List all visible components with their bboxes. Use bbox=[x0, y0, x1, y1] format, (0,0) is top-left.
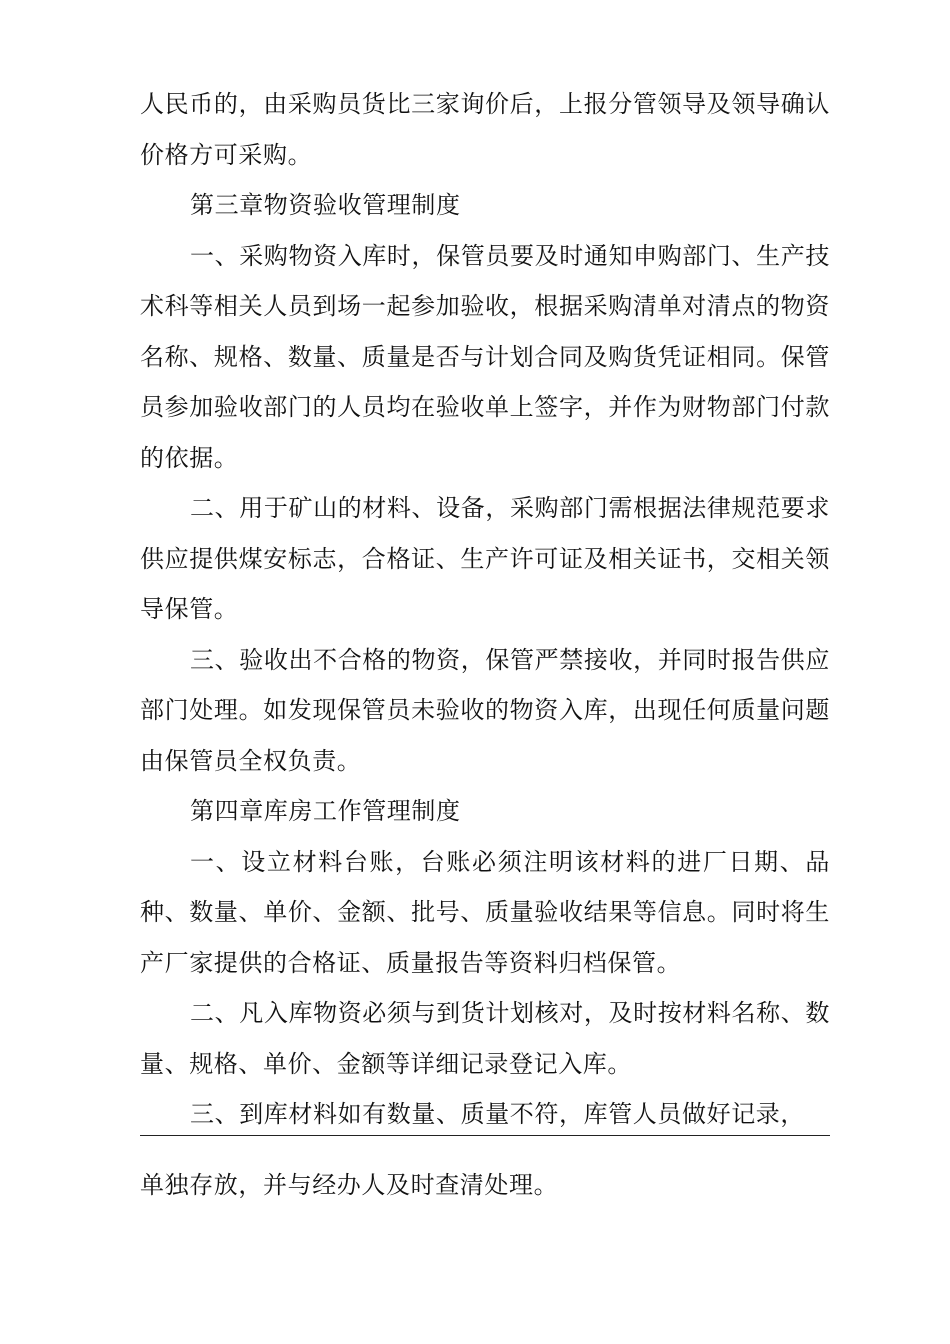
paragraph-unqualified-materials: 三、验收出不合格的物资，保管严禁接收，并同时报告供应部门处理。如发现保管员未验收的物资入库，出现任何质量问题由保管员全权负责。 bbox=[140, 645, 830, 775]
paragraph-mining-materials: 二、用于矿山的材料、设备，采购部门需根据法律规范要求供应提供煤安标志，合格证、生产许可证及相关证书，交相关领导保管。 bbox=[140, 494, 830, 623]
paragraph-price-confirmation: 人民币的，由采购员货比三家询价后，上报分管领导及领导确认价格方可采购。 bbox=[140, 90, 830, 169]
paragraph-discrepancy-record: 三、到库材料如有数量、质量不符，库管人员做好记录， bbox=[190, 1100, 805, 1128]
paragraph-inbound-inspection: 一、采购物资入库时，保管员要及时通知申购部门、生产技术科等相关人员到场一起参加验收，根据采购清单对清点的物资名称、规格、数量、质量是否与计划合同及购货凭证相同。保管员参加验收部门的人员均在验收单上签字，并作为财物部门付款的依据。 bbox=[140, 241, 830, 472]
chapter-three-heading: 第三章物资验收管理制度 bbox=[190, 191, 461, 219]
chapter-four-heading: 第四章库房工作管理制度 bbox=[190, 797, 461, 825]
footnote-divider bbox=[140, 1135, 830, 1136]
document-body bbox=[140, 79, 830, 1140]
paragraph-inbound-registration: 二、凡入库物资必须与到货计划核对，及时按材料名称、数量、规格、单价、金额等详细记录登记入库。 bbox=[140, 999, 830, 1078]
paragraph-material-ledger: 一、设立材料台账，台账必须注明该材料的进厂日期、品种、数量、单价、金额、批号、质量验收结果等信息。同时将生产厂家提供的合格证、质量报告等资料归档保管。 bbox=[140, 847, 830, 977]
continuation-text: 单独存放，并与经办人及时查清处理。 bbox=[140, 1171, 559, 1199]
